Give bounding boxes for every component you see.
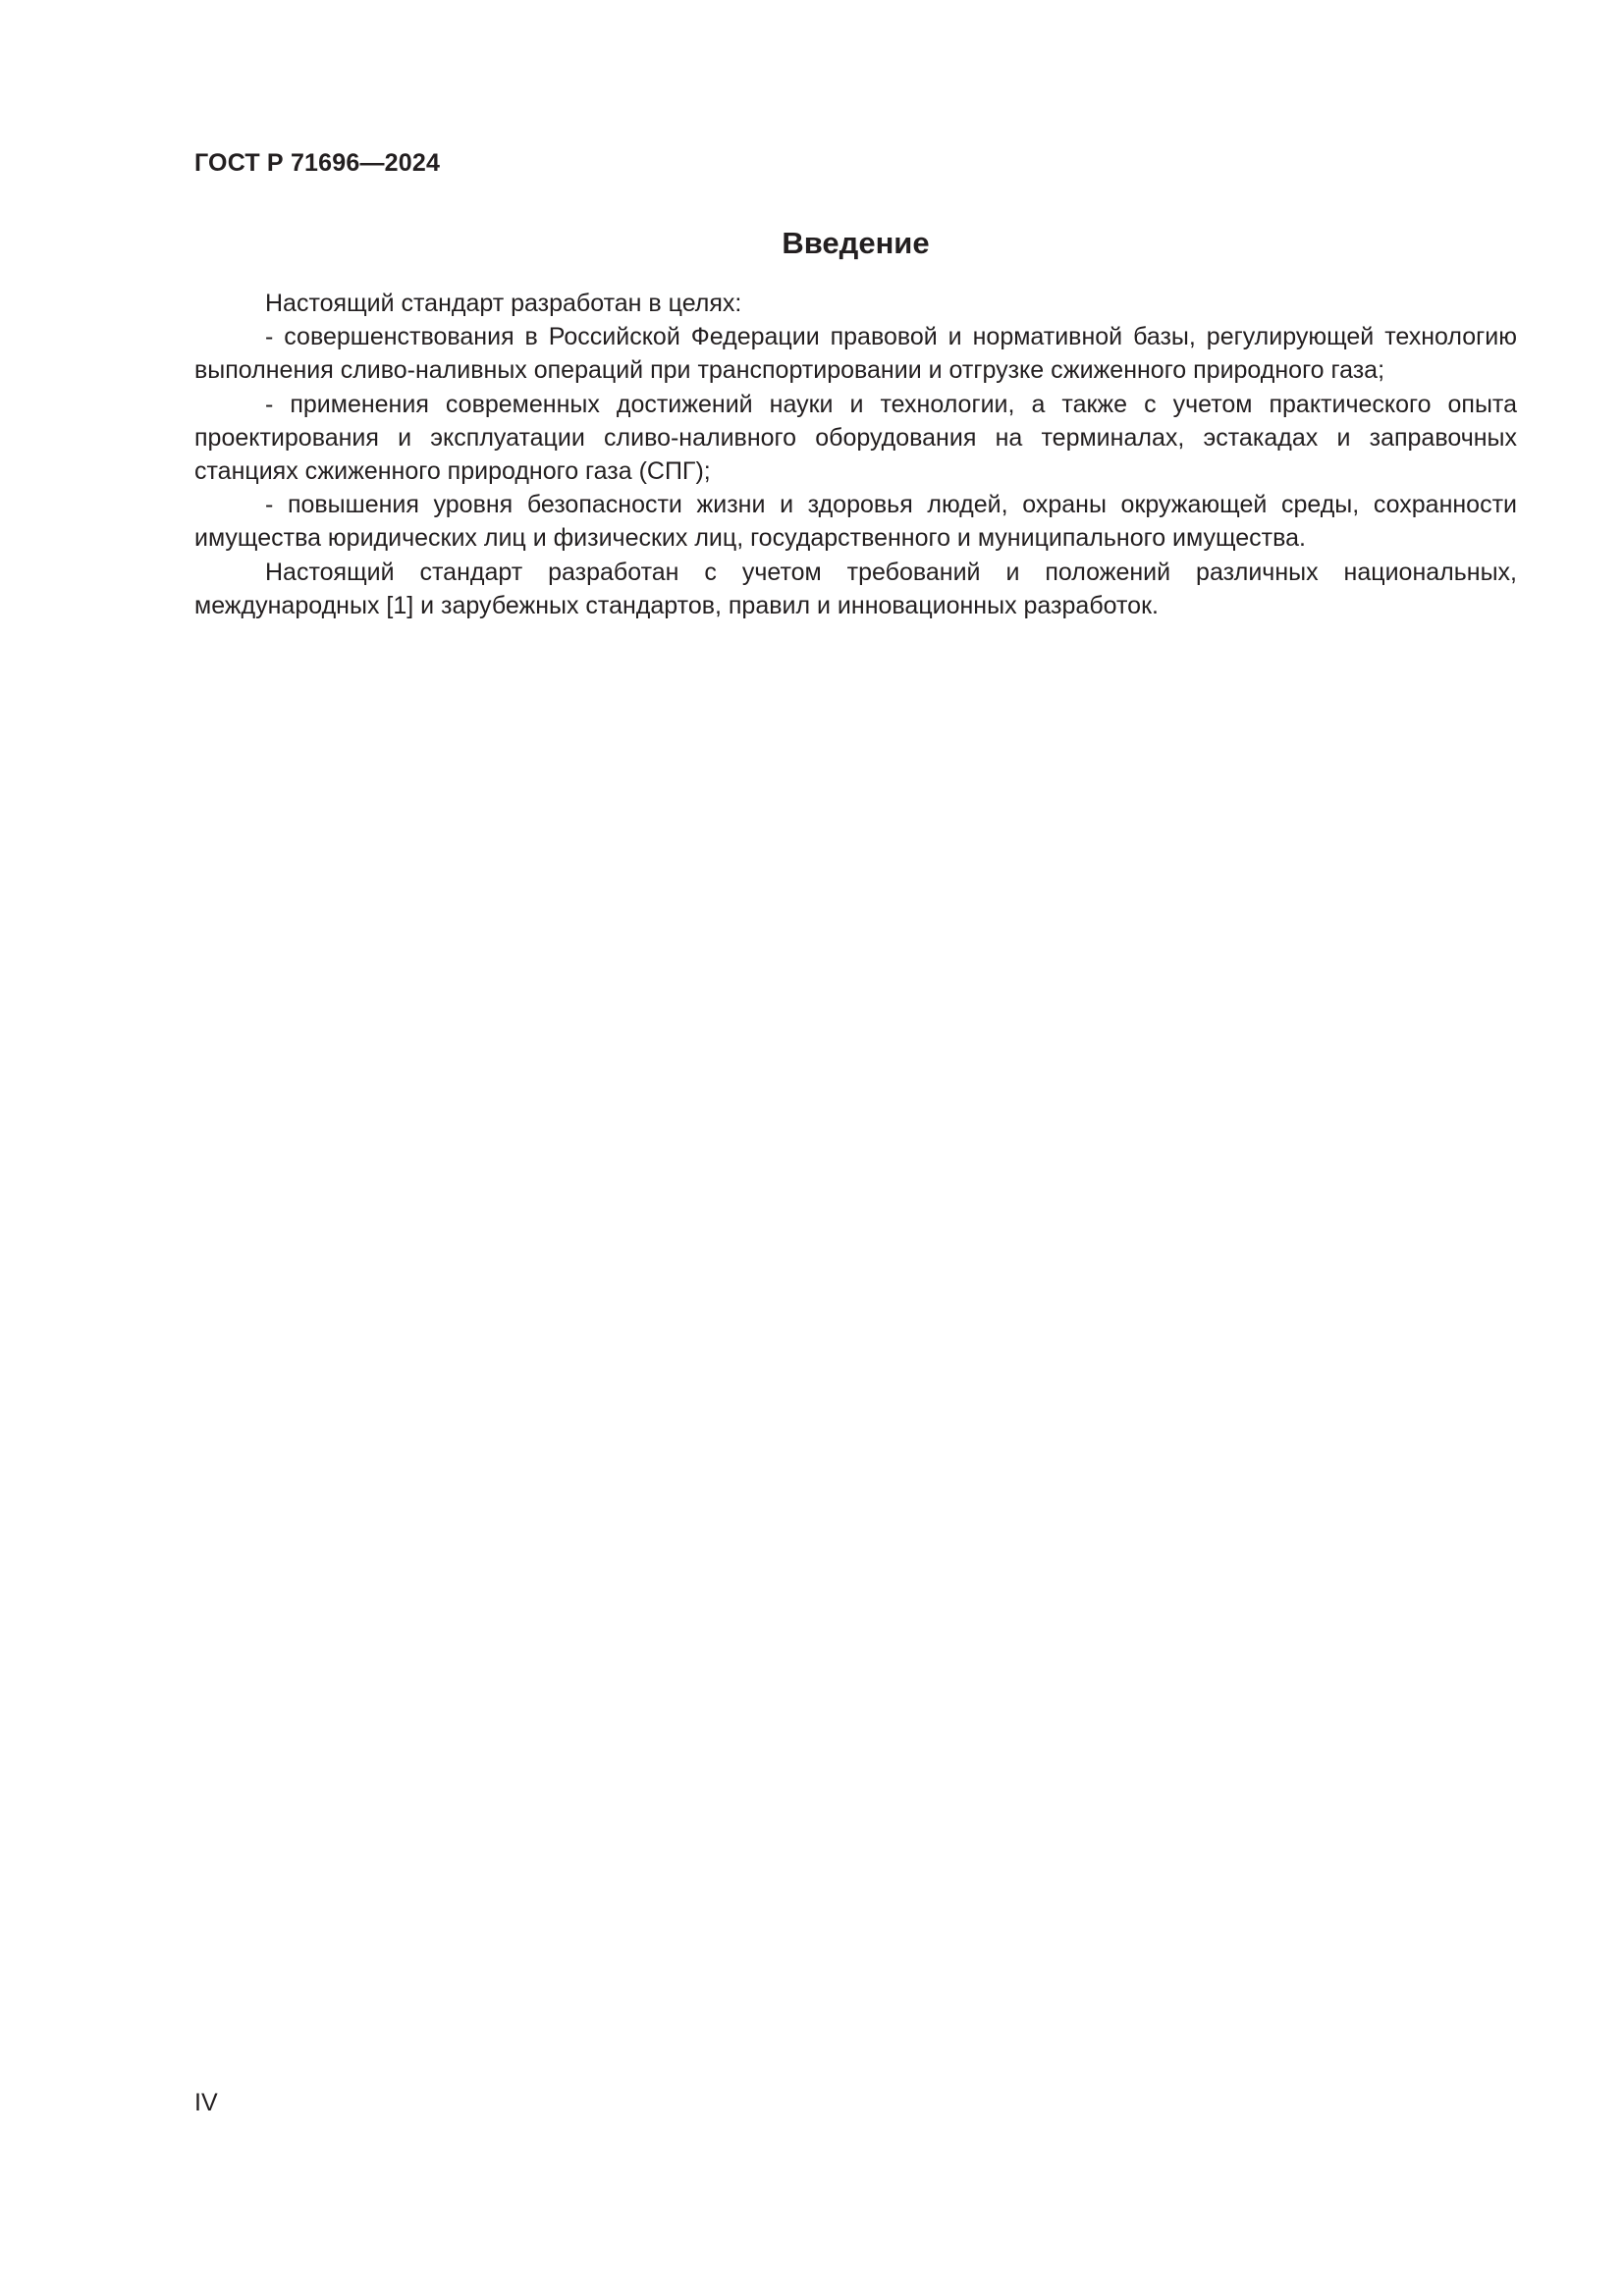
page-number: IV: [194, 2089, 218, 2116]
section-title: Введение: [782, 226, 930, 260]
document-code: ГОСТ Р 71696—2024: [194, 149, 441, 177]
paragraph-standards-basis: Настоящий стандарт разработан с учетом требований и положений различных национальных, международных [1] и зарубежных стандартов, правил и инновационных разработок.: [194, 558, 1517, 619]
paragraph-goal-technology: - применения современных достижений науки и технологии, а также с учетом практического опыта проектирования и эксплуатации сливо-наливного оборудования на терминалах, эстакадах и заправочных станциях сжиженного природного газа (СПГ);: [194, 390, 1517, 486]
paragraph-goal-safety: - повышения уровня безопасности жизни и здоровья людей, охраны окружающей среды, сохранности имущества юридических лиц и физических лиц, государственного и муниципального имущества.: [194, 491, 1517, 553]
paragraph-intro: Настоящий стандарт разработан в целях:: [265, 290, 742, 317]
paragraph-goal-regulation: - совершенствования в Российской Федерации правовой и нормативной базы, регулирующей технологию выполнения сливо-наливных операций при транспортировании и отгрузке сжиженного природного газа;: [194, 323, 1517, 385]
introduction-body: [194, 287, 1517, 622]
